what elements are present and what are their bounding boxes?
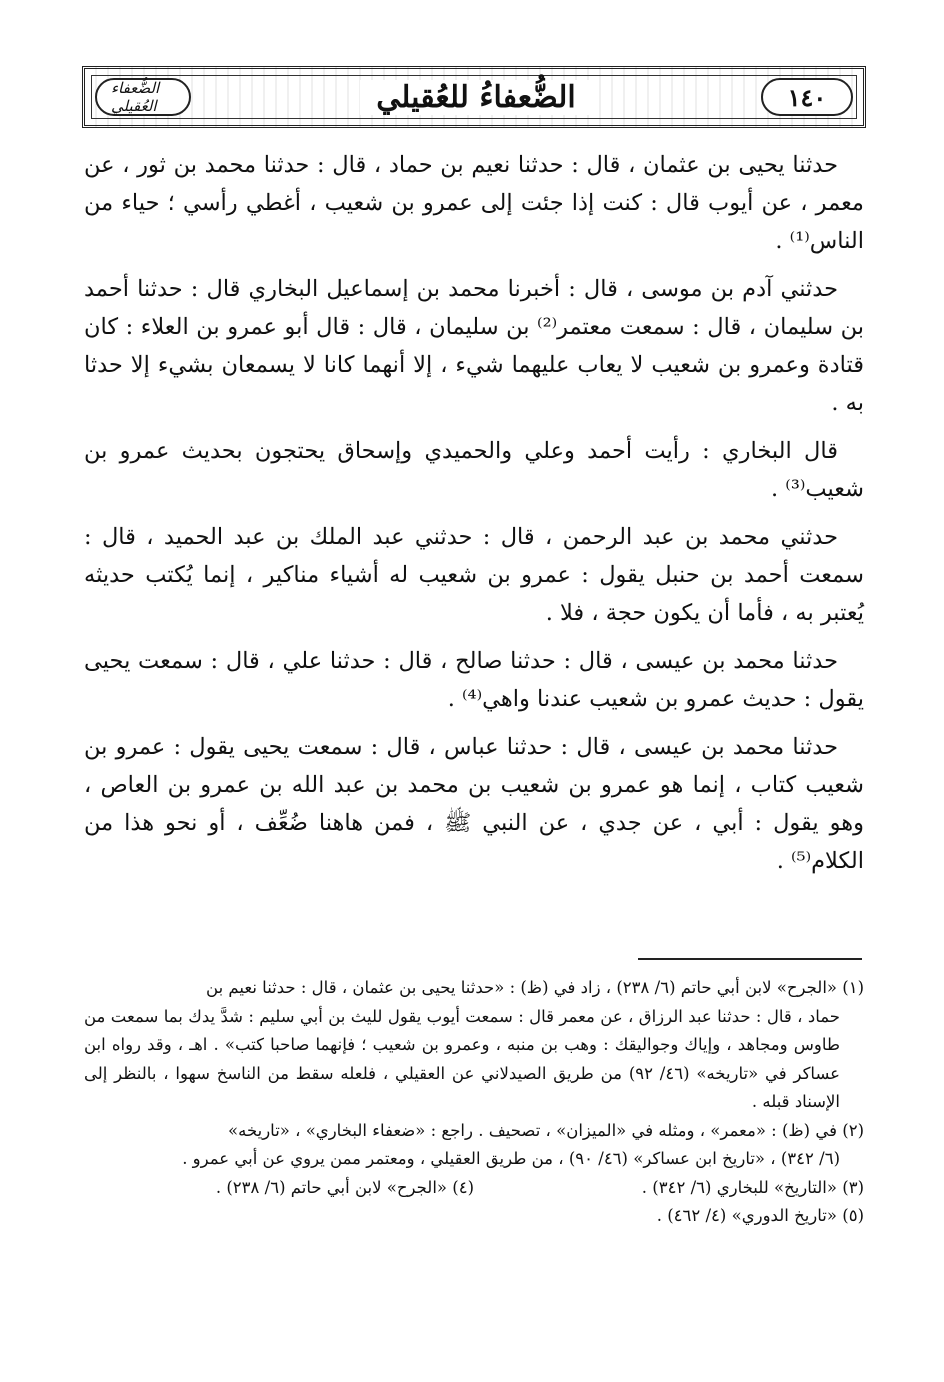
paragraph-2: حدثني آدم بن موسى ، قال : أخبرنا محمد بن إسماعيل البخاري قال : حدثنا أحمد بن سليمان ، قال : سمعت معتمر⁽²⁾ بن سليمان ، قال : قال أبو عمرو بن العلاء : كان قتادة وعمرو بن شعيب لا يعاب عليهما شيء ، إلا أنهما كانا لا يسمعان بشيء إلا حدثا به . — [84, 276, 864, 416]
main-text — [84, 146, 864, 890]
footnote-1-continuation: حماد ، قال : حدثنا عبد الرزاق ، عن معمر قال : سمعت أيوب يقول لليث بن أبي سليم : شدَّ يدك بما سمعت من طاوس ومجاهد ، وإياك وجواليقك : وهب بن منبه ، وعمرو بن شعيب ؛ فإنهما صاحبا كتب» . اهـ ، وقد رواه ابن عساكر في «تاريخه» (٤٦/ ٩٢) من طريق الصيدلاني عن العقيلي ، فلعله سقط من الناسخ سهوا ، بالنظر إلى الإسناد قبله . — [84, 1006, 841, 1111]
paragraph-4: حدثني محمد بن عبد الرحمن ، قال : حدثني عبد الملك بن عبد الحميد ، قال : سمعت أحمد بن حنبل يقول : عمرو بن شعيب له أشياء مناكير ، إنما يُكتب حديثه يُعتبر به ، فأما أن يكون حجة ، فلا . — [84, 524, 864, 626]
emblem-text: الضُّعفاء العُقيلي — [111, 79, 160, 115]
paragraph-3: قال البخاري : رأيت أحمد وعلي والحميدي وإسحاق يحتجون بحديث عمرو بن شعيب⁽³⁾ . — [84, 438, 864, 502]
footnote-1: (١) «الجرح» لابن أبي حاتم (٦/ ٢٣٨) ، زاد في (ظ) : «حدثنا يحيى بن عثمان ، قال : حدثنا نعيم بن — [206, 978, 864, 997]
paragraph-5: حدثنا محمد بن عيسى ، قال : حدثنا صالح ، قال : حدثنا علي ، قال : سمعت يحيى يقول : حديث عمرو بن شعيب عندنا واهي⁽⁴⁾ . — [84, 648, 864, 712]
footnotes — [84, 974, 864, 1231]
paragraph-6: حدثنا محمد بن عيسى ، قال : حدثنا عباس ، قال : سمعت يحيى يقول : عمرو بن شعيب كتاب ، إنما هو عمرو بن شعيب بن محمد بن عبد الله بن عمرو بن العاص ، وهو يقول : أبي ، عن جدي ، عن النبي ﷺ ، فمن هاهنا ضُعِّف ، أو نحو هذا من الكلام⁽⁵⁾ . — [84, 734, 864, 874]
footnote-5: (٥) «تاريخ الدوري» (٤/ ٤٦٢) . — [656, 1206, 864, 1225]
footnote-4: (٤) «الجرح» لابن أبي حاتم (٦/ ٢٣٨) . — [215, 1177, 474, 1197]
book-title: الضُّعفاءُ للعُقيلي — [360, 80, 592, 115]
page-header — [82, 66, 866, 128]
book-emblem — [95, 78, 191, 116]
footnote-separator — [638, 958, 862, 960]
footnote-3: (٣) «التاريخ» للبخاري (٦/ ٣٤٢) . — [641, 1177, 864, 1197]
paragraph-1: حدثنا يحيى بن عثمان ، قال : حدثنا نعيم بن حماد ، قال : حدثنا محمد بن ثور ، عن معمر ، عن أيوب قال : كنت إذا جئت إلى عمرو بن شعيب ، أغطي رأسي ؛ حياء من الناس⁽¹⁾ . — [84, 152, 864, 254]
footnotes-3-4-row — [84, 1174, 864, 1203]
page-number: ١٤٠ — [787, 82, 827, 112]
page-number-box — [761, 78, 853, 116]
footnote-2-continuation: (٦/ ٣٤٢) ، «تاريخ ابن عساكر» (٤٦/ ٩٠) ، من طريق العقيلي ، ومعتمر ممن يروي عن أبي عمرو . — [182, 1149, 840, 1168]
footnote-2: (٢) في (ظ) : «معمر» ، ومثله في «الميزان» ، تصحيف . راجع : «ضعفاء البخاري» ، «تاريخه» — [228, 1120, 864, 1140]
